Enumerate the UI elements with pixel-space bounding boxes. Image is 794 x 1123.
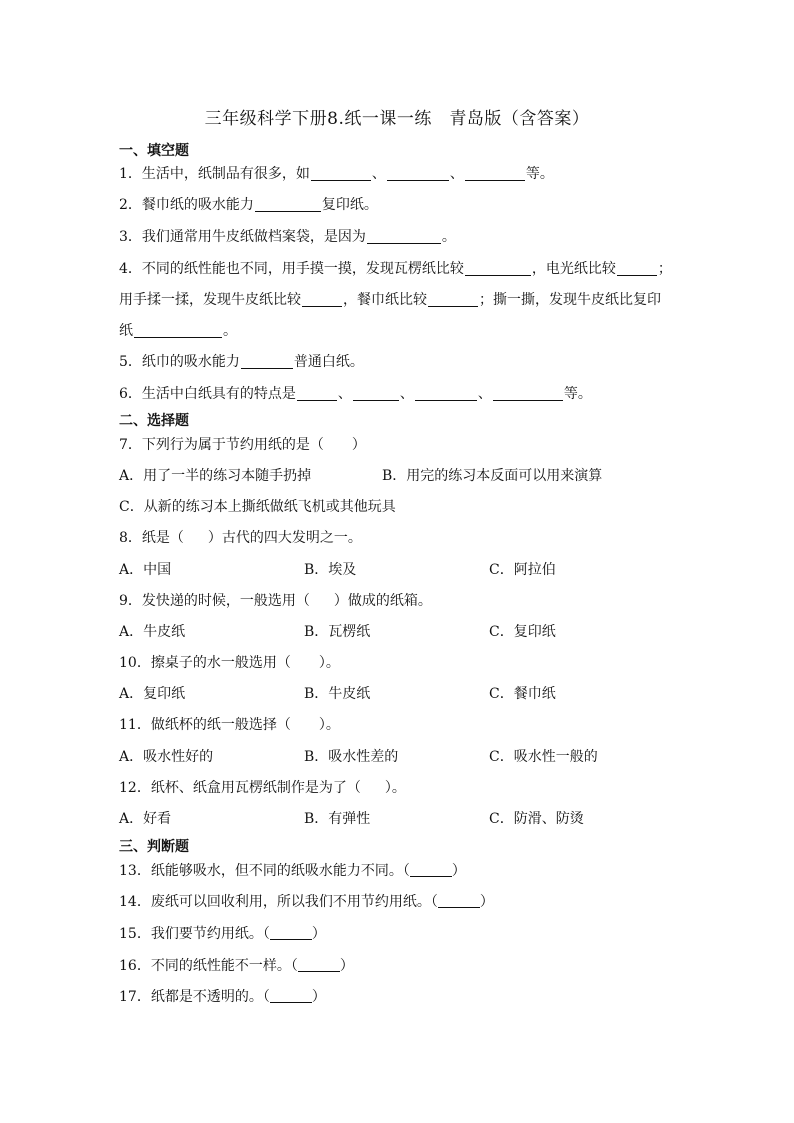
question-10: 10．擦桌子的水一般选用（ ）。	[119, 655, 340, 671]
question-15: 15．我们要节约用纸。（ ）	[119, 926, 326, 942]
question-4-line-2: 用手揉一揉，发现牛皮纸比较 ，餐巾纸比较 ；撕一撕，发现牛皮纸比复印	[119, 292, 661, 308]
question-8: 8．纸是（ ）古代的四大发明之一。	[119, 530, 362, 546]
question-13: 13．纸能够吸水，但不同的纸吸水能力不同。（ ）	[119, 863, 466, 879]
question-2: 2．餐巾纸的吸水能力 复印纸。	[119, 197, 378, 213]
option-9c[interactable]: C．复印纸	[489, 624, 556, 640]
option-9b[interactable]: B．瓦楞纸	[304, 624, 371, 640]
answer-blank[interactable]	[297, 386, 337, 401]
answer-blank[interactable]	[353, 386, 399, 401]
question-11: 11．做纸杯的纸一般选择（ ）。	[119, 717, 340, 733]
option-7a[interactable]: A．用了一半的练习本随手扔掉	[119, 468, 312, 484]
option-12b[interactable]: B．有弹性	[304, 811, 371, 827]
answer-blank[interactable]	[465, 261, 531, 276]
option-11a[interactable]: A．吸水性好的	[119, 749, 214, 765]
answer-blank[interactable]	[367, 229, 441, 244]
question-4-line-3: 纸 。	[119, 323, 237, 339]
option-11c[interactable]: C．吸水性一般的	[489, 749, 598, 765]
option-9a[interactable]: A．牛皮纸	[119, 624, 186, 640]
question-4-line-1: 4．不同的纸性能也不同，用手摸一摸，发现瓦楞纸比较 ，电光纸比较 ；	[119, 261, 672, 277]
answer-blank[interactable]	[298, 958, 340, 972]
section-multiple-choice: 二、选择题	[119, 413, 189, 429]
question-7: 7．下列行为属于节约用纸的是（ ）	[119, 437, 366, 453]
option-7b[interactable]: B．用完的练习本反面可以用来演算	[382, 468, 603, 484]
question-16: 16．不同的纸性能不一样。（ ）	[119, 958, 354, 974]
option-8a[interactable]: A．中国	[119, 562, 172, 578]
question-1: 1．生活中，纸制品有很多，如 、 、 等。	[119, 166, 554, 182]
question-6: 6．生活中白纸具有的特点是 、 、 、 等。	[119, 386, 592, 402]
page-title: 三年级科学下册8.纸一课一练 青岛版（含答案）	[204, 109, 590, 129]
answer-blank[interactable]	[134, 323, 222, 338]
answer-blank[interactable]	[493, 386, 563, 401]
option-12c[interactable]: C．防滑、防烫	[489, 811, 584, 827]
option-10a[interactable]: A．复印纸	[119, 686, 186, 702]
option-10c[interactable]: C．餐巾纸	[489, 686, 556, 702]
answer-blank[interactable]	[387, 166, 449, 181]
option-10b[interactable]: B．牛皮纸	[304, 686, 371, 702]
answer-blank[interactable]	[241, 354, 293, 369]
answer-blank[interactable]	[302, 292, 342, 307]
answer-blank[interactable]	[410, 863, 452, 877]
answer-blank[interactable]	[617, 261, 657, 276]
option-12a[interactable]: A．好看	[119, 811, 172, 827]
answer-blank[interactable]	[311, 166, 371, 181]
option-7c[interactable]: C．从新的练习本上撕纸做纸飞机或其他玩具	[119, 499, 396, 515]
answer-blank[interactable]	[270, 989, 312, 1003]
question-17: 17．纸都是不透明的。（ ）	[119, 989, 326, 1005]
answer-blank[interactable]	[270, 926, 312, 940]
answer-blank[interactable]	[438, 894, 480, 908]
question-3: 3．我们通常用牛皮纸做档案袋，是因为 。	[119, 229, 456, 245]
section-true-false: 三、判断题	[119, 839, 189, 855]
answer-blank[interactable]	[415, 386, 477, 401]
question-5: 5．纸巾的吸水能力 普通白纸。	[119, 354, 364, 370]
section-fill-blank: 一、填空题	[119, 143, 189, 159]
question-14: 14．废纸可以回收利用，所以我们不用节约用纸。（ ）	[119, 894, 494, 910]
answer-blank[interactable]	[465, 166, 525, 181]
option-11b[interactable]: B．吸水性差的	[304, 749, 399, 765]
answer-blank[interactable]	[428, 292, 478, 307]
option-8c[interactable]: C．阿拉伯	[489, 562, 556, 578]
answer-blank[interactable]	[255, 197, 321, 212]
question-12: 12．纸杯、纸盒用瓦楞纸制作是为了（ ）。	[119, 780, 406, 796]
option-8b[interactable]: B．埃及	[304, 562, 357, 578]
question-9: 9．发快递的时候，一般选用（ ）做成的纸箱。	[119, 593, 432, 609]
